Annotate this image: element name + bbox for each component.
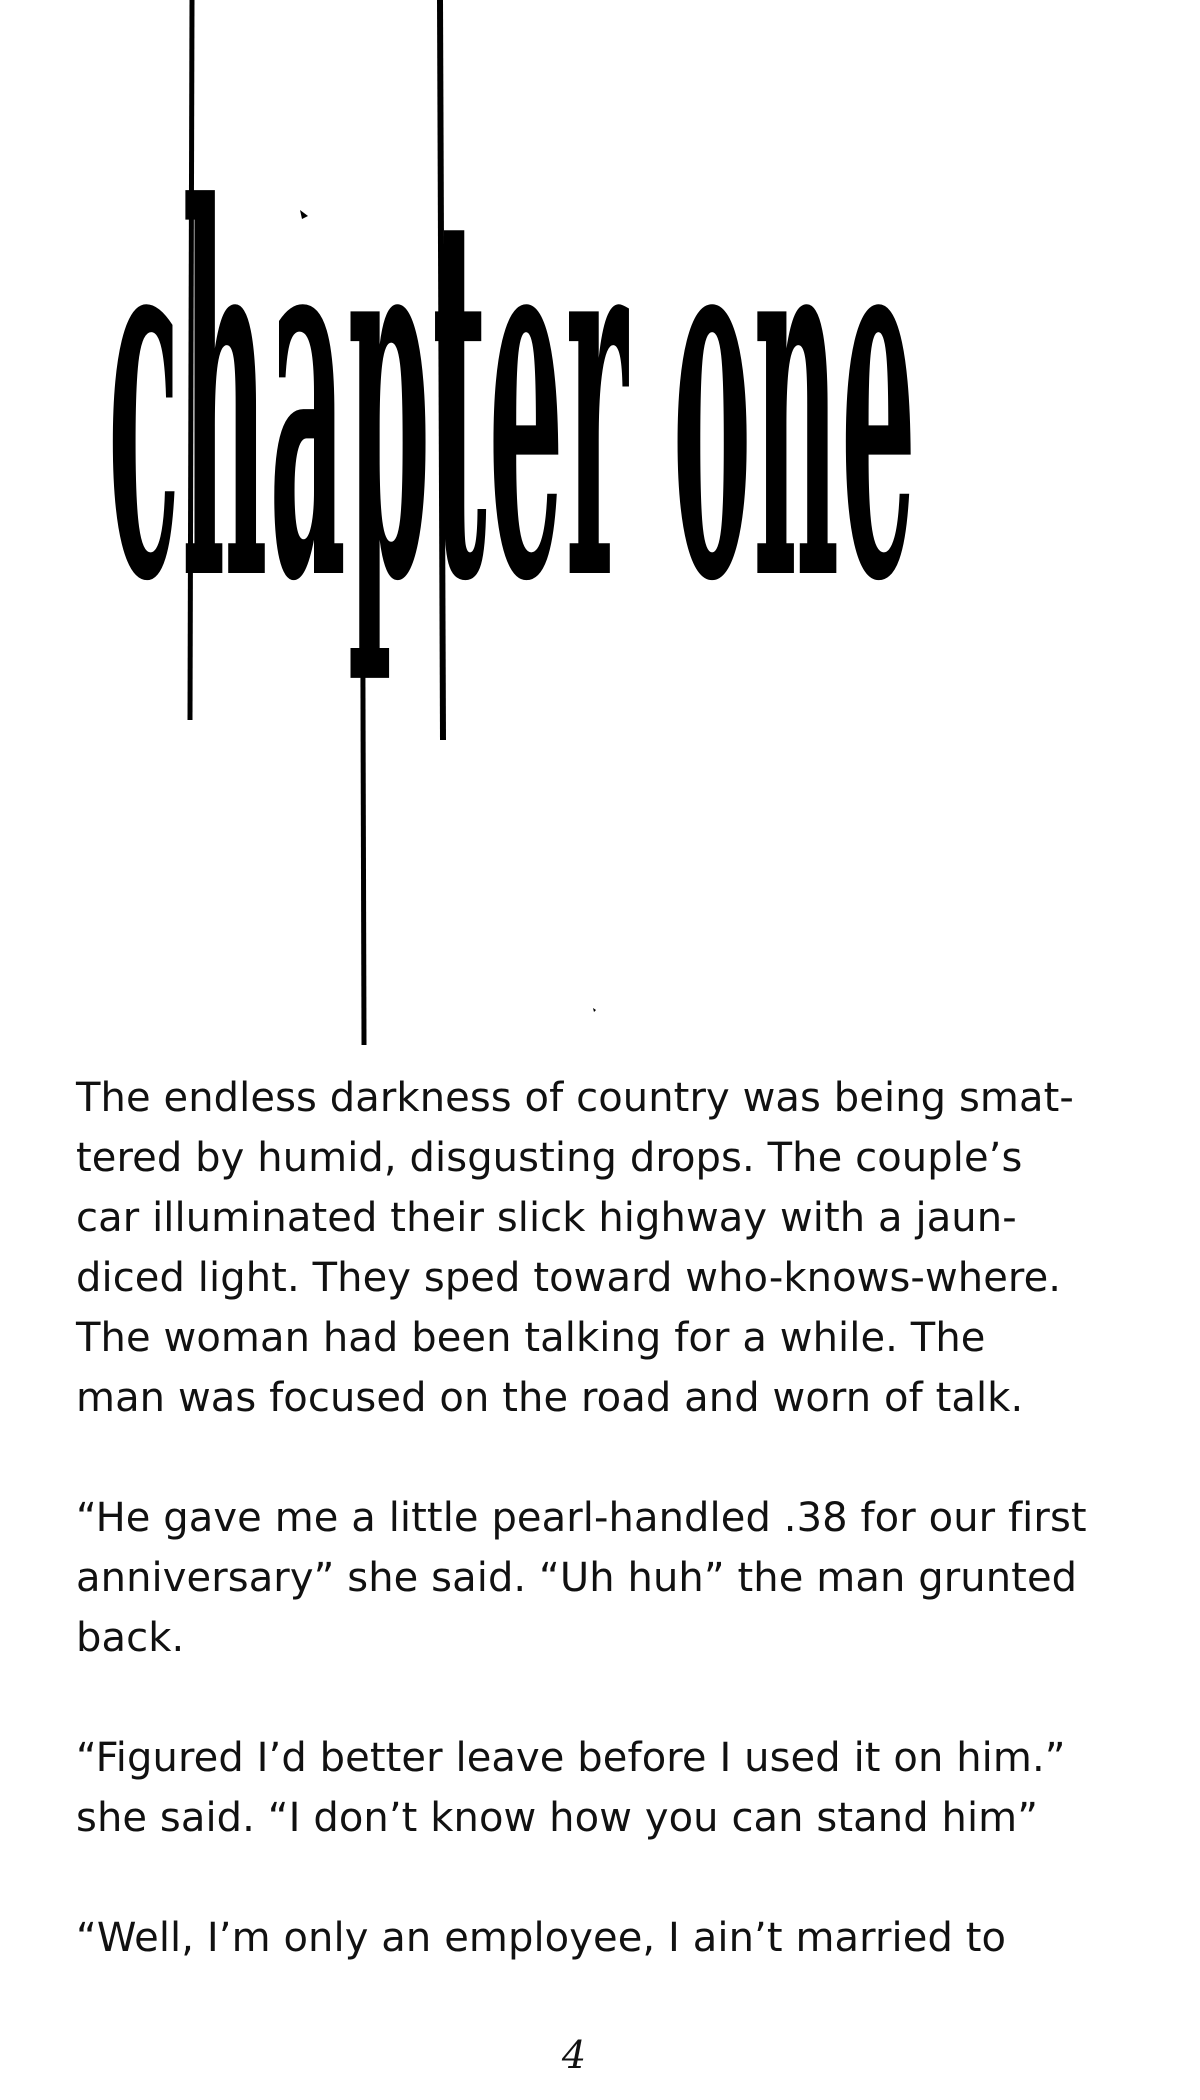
paragraph-1: The endless darkness of country was being smat- tered by humid, disgusting drops. The couple’s car illuminated their slick highway with a jaun- diced light. They sped toward who-knows-where. The woman had been talking for a while. The man was focused on the road and worn of talk. [76, 1075, 1074, 1421]
story-body [76, 1068, 1126, 2028]
paragraph-2: “He gave me a little pearl-handled .38 for our first anniversary” she said. “Uh huh” the man grunted back. [76, 1495, 1087, 1661]
page-number: 4 [561, 2033, 587, 2077]
paragraph-4: “Well, I’m only an employee, I ain’t married to [76, 1915, 1007, 1961]
chapter-heading-text: chapter one [108, 101, 918, 693]
ink-speck [593, 1008, 596, 1012]
paragraph-3: “Figured I’d better leave before I used it on him.” she said. “I don’t know how you can stand him” [76, 1735, 1066, 1841]
